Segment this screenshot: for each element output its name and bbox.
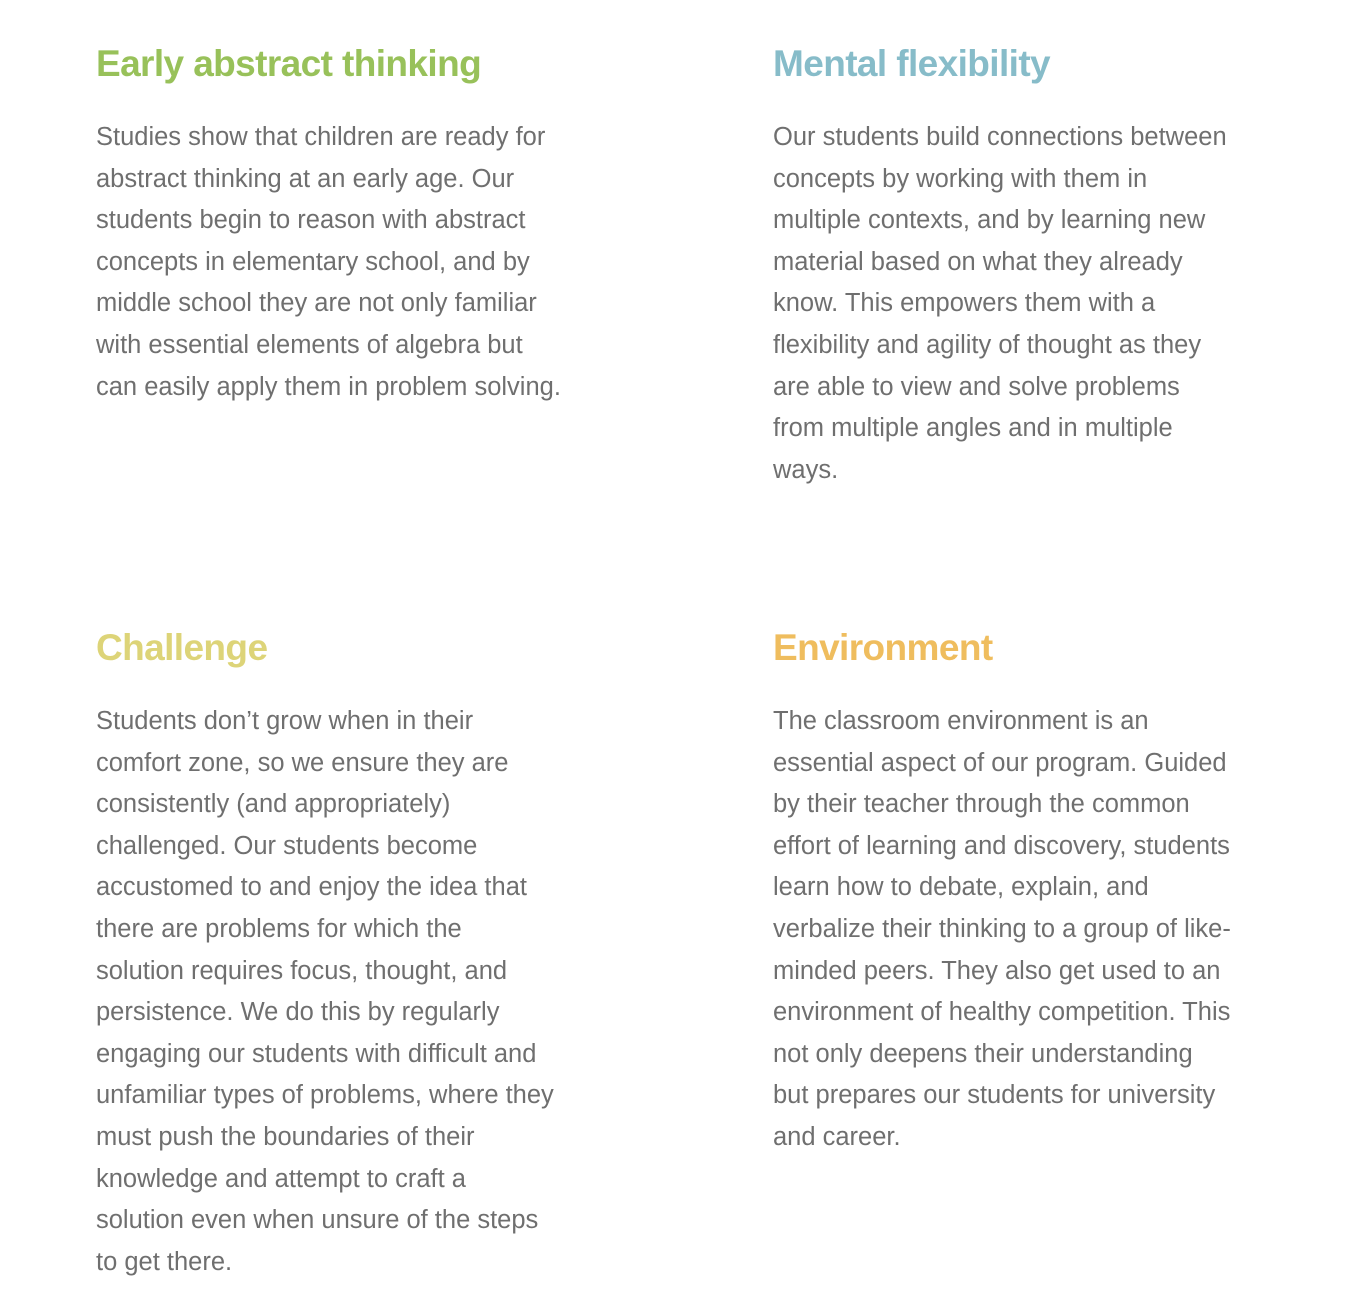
section-title: Mental flexibility bbox=[773, 43, 1051, 84]
body-line: flexibility and agility of thought as they bbox=[773, 330, 1202, 359]
body-line: from multiple angles and in multiple bbox=[773, 414, 1173, 443]
section-body bbox=[773, 701, 1231, 1159]
body-line: essential aspect of our program. Guided bbox=[773, 748, 1227, 777]
body-line: accustomed to and enjoy the idea that bbox=[96, 873, 527, 902]
body-line: know. This empowers them with a bbox=[773, 289, 1156, 318]
body-line: minded peers. They also get used to an bbox=[773, 956, 1221, 985]
body-line: engaging our students with difficult and bbox=[96, 1039, 537, 1068]
body-line: environment of healthy competition. This bbox=[773, 998, 1231, 1027]
body-line: The classroom environment is an bbox=[773, 707, 1149, 735]
body-line: solution even when unsure of the steps bbox=[96, 1206, 539, 1235]
body-line: to get there. bbox=[96, 1247, 233, 1276]
body-line: Students don’t grow when in their bbox=[96, 707, 474, 735]
body-line: comfort zone, so we ensure they are bbox=[96, 748, 509, 777]
body-line: material based on what they already bbox=[773, 247, 1183, 276]
body-line: ways. bbox=[773, 455, 839, 484]
section-body bbox=[773, 117, 1227, 491]
body-line: students begin to reason with abstract bbox=[96, 206, 526, 235]
body-line: multiple contexts, and by learning new bbox=[773, 206, 1206, 235]
body-line: Our students build connections between bbox=[773, 123, 1227, 151]
body-line: consistently (and appropriately) bbox=[96, 790, 451, 819]
body-line: are able to view and solve problems bbox=[773, 372, 1180, 401]
section-body bbox=[96, 117, 561, 408]
body-line: must push the boundaries of their bbox=[96, 1122, 475, 1151]
body-line: abstract thinking at an early age. Our bbox=[96, 164, 515, 193]
body-line: verbalize their thinking to a group of like- bbox=[773, 914, 1231, 943]
body-line: by their teacher through the common bbox=[773, 790, 1190, 819]
body-line: not only deepens their understanding bbox=[773, 1039, 1193, 1068]
body-line: unfamiliar types of problems, where they bbox=[96, 1081, 554, 1110]
body-line: with essential elements of algebra but bbox=[96, 330, 523, 359]
section-title: Early abstract thinking bbox=[96, 43, 482, 84]
body-line: concepts by working with them in bbox=[773, 164, 1148, 193]
section-title: Environment bbox=[773, 627, 993, 668]
body-line: there are problems for which the bbox=[96, 914, 462, 943]
body-line: challenged. Our students become bbox=[96, 831, 478, 860]
body-line: solution requires focus, thought, and bbox=[96, 956, 508, 985]
body-line: persistence. We do this by regularly bbox=[96, 998, 500, 1027]
section-early-abstract-thinking bbox=[96, 42, 561, 401]
section-body bbox=[96, 701, 554, 1283]
body-line: learn how to debate, explain, and bbox=[773, 873, 1149, 902]
body-line: but prepares our students for university bbox=[773, 1081, 1216, 1110]
section-mental-flexibility bbox=[773, 42, 1227, 484]
body-line: concepts in elementary school, and by bbox=[96, 247, 530, 276]
body-line: can easily apply them in problem solving. bbox=[96, 372, 561, 401]
body-line: and career. bbox=[773, 1122, 901, 1151]
section-challenge bbox=[96, 626, 554, 1276]
body-line: Studies show that children are ready for bbox=[96, 123, 546, 151]
body-line: effort of learning and discovery, students bbox=[773, 831, 1230, 860]
section-title: Challenge bbox=[96, 627, 268, 668]
body-line: middle school they are not only familiar bbox=[96, 289, 537, 318]
section-environment bbox=[773, 626, 1231, 1151]
body-line: knowledge and attempt to craft a bbox=[96, 1164, 466, 1193]
